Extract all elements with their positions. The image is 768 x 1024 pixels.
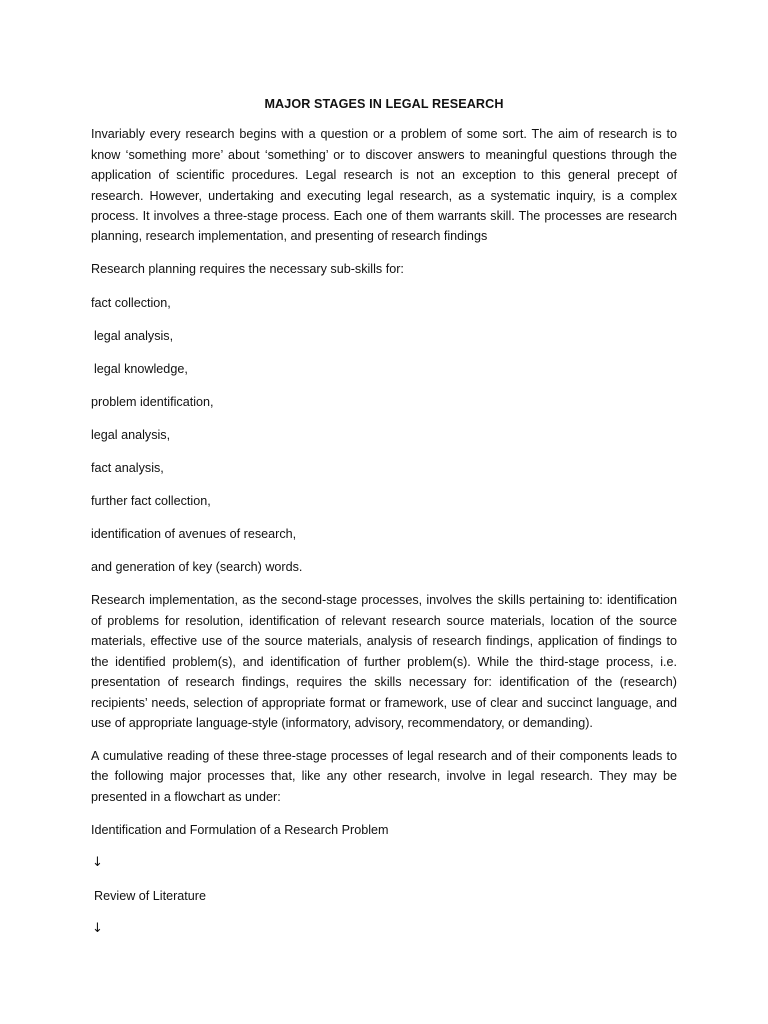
document-title: MAJOR STAGES IN LEGAL RESEARCH xyxy=(264,97,504,111)
list-item: legal analysis, xyxy=(91,428,171,443)
down-arrow-icon: ↓ xyxy=(92,920,103,936)
list-item: legal analysis, xyxy=(94,328,174,343)
list-item: and generation of key (search) words. xyxy=(91,560,303,575)
document-content xyxy=(91,94,677,952)
list-item: identification of avenues of research, xyxy=(91,527,297,542)
planning-list xyxy=(91,293,677,578)
list-item: legal knowledge, xyxy=(94,361,188,376)
down-arrow-icon: ↓ xyxy=(92,854,103,870)
list-item: fact collection, xyxy=(91,295,171,310)
list-item: problem identification, xyxy=(91,394,214,409)
flow-step: Review of Literature xyxy=(94,888,206,903)
intro-paragraph: Invariably every research begins with a question or a problem of some sort. The aim of research is to know ‘something more’ about ‘something’ or to discover answers to meaningful questions through the application of scientific procedures. Legal research is not an exception to this general precept of research. However, undertaking and executing legal research, as a systematic inquiry, is a complex process. It involves a three-stage process. Each one of them warrants skill. The processes are research planning, research implementation, and presenting of research findings xyxy=(91,127,677,244)
planning-lead: Research planning requires the necessary sub-skills for: xyxy=(91,262,404,277)
flow-step: Identification and Formulation of a Research Problem xyxy=(91,822,389,837)
list-item: further fact collection, xyxy=(91,494,211,509)
list-item: fact analysis, xyxy=(91,461,164,476)
implementation-paragraph: Research implementation, as the second-stage processes, involves the skills pertaining to: identification of problems for resolution, identification of relevant research source materials, location of the source materials, effective use of the source materials, analysis of research findings, application of findings to the identified problem(s), and identification of further problem(s). While the third-stage process, i.e. presentation of research findings, requires the skills necessary for: identification of the (research) recipients’ needs, selection of appropriate format or framework, use of clear and succinct language, and use of appropriate language-style (informatory, advisory, recommendatory, or demanding). xyxy=(91,593,677,730)
cumulative-paragraph: A cumulative reading of these three-stage processes of legal research and of their components leads to the following major processes that, like any other research, involve in legal research. They may be presented in a flowchart as under: xyxy=(91,748,677,804)
flowchart xyxy=(91,820,677,939)
